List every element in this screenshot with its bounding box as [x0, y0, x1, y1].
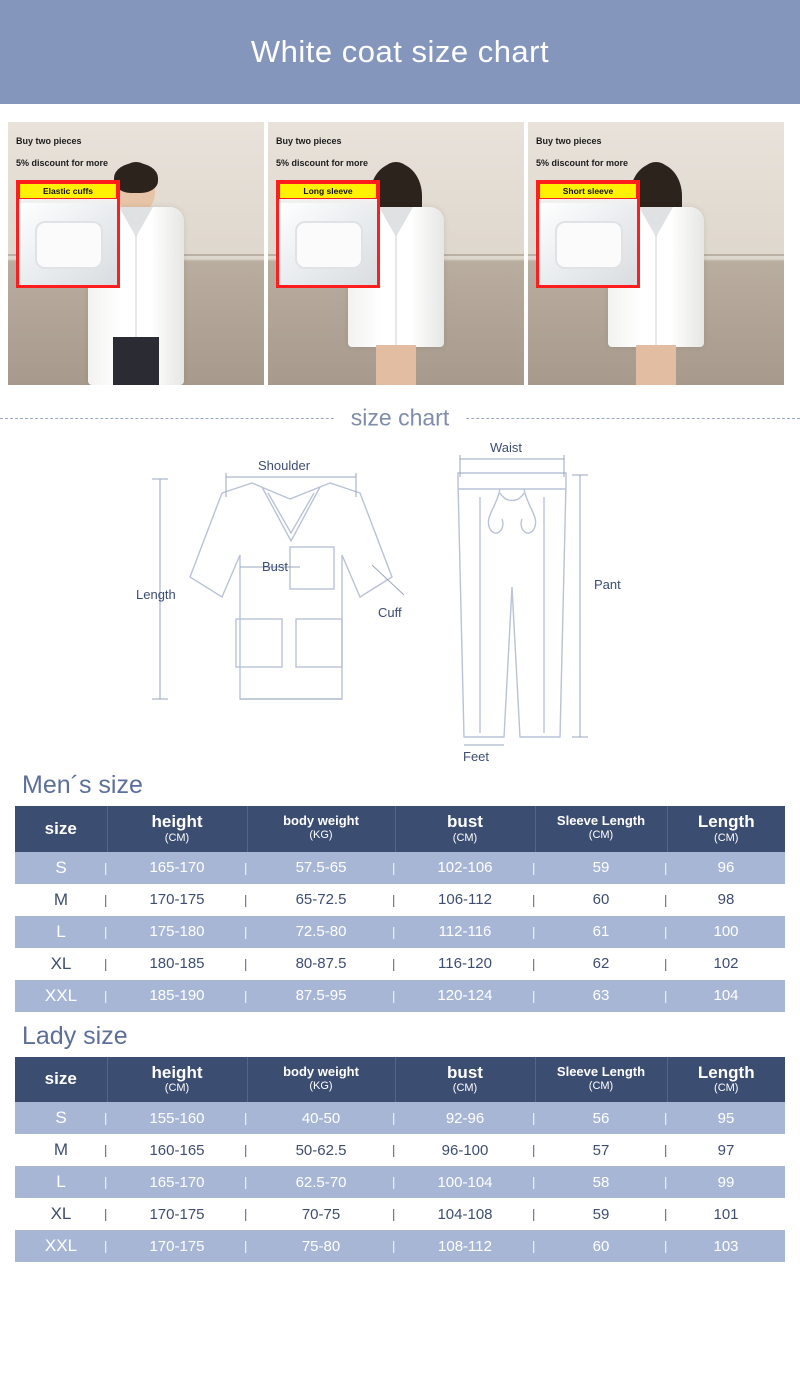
cell-sleeve-length: | 58 — [535, 1166, 667, 1198]
cell-bust: | 116-120 — [395, 948, 535, 980]
table-row — [15, 980, 785, 1012]
cell-bust: | 92-96 — [395, 1102, 535, 1134]
cell-length: | 101 — [667, 1198, 785, 1230]
cell-size: L — [15, 916, 107, 948]
cell-bust: | 120-124 — [395, 980, 535, 1012]
cell-height: | 165-170 — [107, 852, 247, 884]
cell-height: | 160-165 — [107, 1134, 247, 1166]
cell-height: | 155-160 — [107, 1102, 247, 1134]
cell-bust: | 102-106 — [395, 852, 535, 884]
cell-length: | 98 — [667, 884, 785, 916]
coat-placket — [396, 235, 397, 355]
mens-size-title: Men´s size — [22, 771, 143, 799]
cell-body-weight: | 75-80 — [247, 1230, 395, 1262]
cell-sleeve-length: | 59 — [535, 1198, 667, 1230]
table-row — [15, 852, 785, 884]
product-photo-female-short-sleeve — [528, 122, 784, 385]
promo-line-1: Buy two pieces — [536, 136, 602, 146]
cell-length: | 99 — [667, 1166, 785, 1198]
coat-collar — [119, 207, 153, 237]
label-length: Length — [136, 587, 176, 602]
model-legs — [636, 345, 676, 385]
cell-bust: | 96-100 — [395, 1134, 535, 1166]
cell-body-weight: | 40-50 — [247, 1102, 395, 1134]
cell-size: XXL — [15, 980, 107, 1012]
cell-size: XXL — [15, 1230, 107, 1262]
table-row — [15, 948, 785, 980]
cell-height: | 180-185 — [107, 948, 247, 980]
detail-callout-box — [16, 180, 120, 288]
cell-bust: | 108-112 — [395, 1230, 535, 1262]
detail-callout-image — [19, 203, 117, 285]
model-hair — [114, 163, 158, 193]
mens-size-block — [0, 771, 800, 1012]
detail-callout-image — [279, 203, 377, 285]
label-cuff: Cuff — [378, 605, 402, 620]
cell-body-weight: | 72.5-80 — [247, 916, 395, 948]
cell-size: S — [15, 852, 107, 884]
page-title: White coat size chart — [250, 34, 550, 69]
cell-body-weight: | 65-72.5 — [247, 884, 395, 916]
promo-line-2: 5% discount for more — [536, 158, 629, 168]
product-photo-female-long-sleeve — [268, 122, 524, 385]
detail-callout-label: Short sleeve — [539, 183, 637, 199]
cell-length: | 103 — [667, 1230, 785, 1262]
promo-line-1: Buy two pieces — [16, 136, 82, 146]
detail-callout-label: Elastic cuffs — [19, 183, 117, 199]
product-photo-male-long-coat — [8, 122, 264, 385]
cell-bust: | 100-104 — [395, 1166, 535, 1198]
col-header-sleeve-length: Sleeve Length (CM) — [535, 1057, 667, 1103]
cell-sleeve-length: | 60 — [535, 884, 667, 916]
cell-sleeve-length: | 62 — [535, 948, 667, 980]
lady-size-title: Lady size — [22, 1021, 128, 1050]
divider-label: size chart — [335, 405, 465, 432]
col-header-length: Length (CM) — [667, 1057, 785, 1103]
col-header-bust: bust (CM) — [395, 806, 535, 852]
label-shoulder: Shoulder — [258, 458, 311, 473]
cell-sleeve-length: | 56 — [535, 1102, 667, 1134]
table-header-row — [15, 1057, 785, 1103]
cell-height: | 175-180 — [107, 916, 247, 948]
table-row — [15, 916, 785, 948]
cell-height: | 165-170 — [107, 1166, 247, 1198]
cell-size: M — [15, 1134, 107, 1166]
cell-size: L — [15, 1166, 107, 1198]
cell-sleeve-length: | 57 — [535, 1134, 667, 1166]
col-header-height: height (CM) — [107, 806, 247, 852]
cell-bust: | 106-112 — [395, 884, 535, 916]
col-header-body-weight: body weight (KG) — [247, 806, 395, 852]
mens-size-table — [15, 806, 785, 1012]
cell-size: XL — [15, 948, 107, 980]
label-pant: Pant — [594, 577, 621, 592]
coat-collar — [379, 207, 413, 237]
size-chart-divider — [0, 403, 800, 433]
col-header-height: height (CM) — [107, 1057, 247, 1103]
cell-bust: | 104-108 — [395, 1198, 535, 1230]
col-header-sleeve-length: Sleeve Length (CM) — [535, 806, 667, 852]
cell-body-weight: | 87.5-95 — [247, 980, 395, 1012]
model-legs — [376, 345, 416, 385]
promo-line-2: 5% discount for more — [276, 158, 369, 168]
promo-line-1: Buy two pieces — [276, 136, 342, 146]
cell-sleeve-length: | 60 — [535, 1230, 667, 1262]
coat-placket — [656, 235, 657, 355]
detail-callout-box — [536, 180, 640, 288]
cell-length: | 104 — [667, 980, 785, 1012]
table-row — [15, 1198, 785, 1230]
cell-height: | 185-190 — [107, 980, 247, 1012]
page-header — [0, 0, 800, 104]
table-header-row — [15, 806, 785, 852]
table-row — [15, 1230, 785, 1262]
cell-body-weight: | 62.5-70 — [247, 1166, 395, 1198]
cell-length: | 96 — [667, 852, 785, 884]
col-header-size: size — [15, 1057, 107, 1103]
label-waist: Waist — [490, 440, 523, 455]
label-bust: Bust — [262, 559, 289, 574]
table-row — [15, 1134, 785, 1166]
measurement-diagrams — [0, 437, 800, 767]
cell-sleeve-length: | 61 — [535, 916, 667, 948]
cell-sleeve-length: | 59 — [535, 852, 667, 884]
col-header-body-weight: body weight (KG) — [247, 1057, 395, 1103]
detail-callout-box — [276, 180, 380, 288]
promo-line-2: 5% discount for more — [16, 158, 109, 168]
col-header-bust: bust (CM) — [395, 1057, 535, 1103]
cell-sleeve-length: | 63 — [535, 980, 667, 1012]
cell-height: | 170-175 — [107, 1198, 247, 1230]
table-row — [15, 884, 785, 916]
cell-body-weight: | 70-75 — [247, 1198, 395, 1230]
cell-length: | 102 — [667, 948, 785, 980]
coat-collar — [639, 207, 673, 237]
cell-body-weight: | 57.5-65 — [247, 852, 395, 884]
detail-callout-label: Long sleeve — [279, 183, 377, 199]
cell-bust: | 112-116 — [395, 916, 535, 948]
lady-size-block — [0, 1022, 800, 1263]
label-feet: Feet — [463, 749, 490, 764]
table-row — [15, 1102, 785, 1134]
col-header-size: size — [15, 806, 107, 852]
cell-length: | 95 — [667, 1102, 785, 1134]
cell-height: | 170-175 — [107, 1230, 247, 1262]
cell-body-weight: | 80-87.5 — [247, 948, 395, 980]
measurement-diagram-svg — [0, 437, 800, 767]
model-trousers — [113, 337, 159, 385]
col-header-length: Length (CM) — [667, 806, 785, 852]
cell-size: M — [15, 884, 107, 916]
product-photo-strip — [0, 104, 800, 385]
cell-length: | 97 — [667, 1134, 785, 1166]
cell-size: S — [15, 1102, 107, 1134]
cell-size: XL — [15, 1198, 107, 1230]
cell-height: | 170-175 — [107, 884, 247, 916]
cell-body-weight: | 50-62.5 — [247, 1134, 395, 1166]
table-row — [15, 1166, 785, 1198]
lady-size-table — [15, 1057, 785, 1263]
cell-length: | 100 — [667, 916, 785, 948]
detail-callout-image — [539, 203, 637, 285]
